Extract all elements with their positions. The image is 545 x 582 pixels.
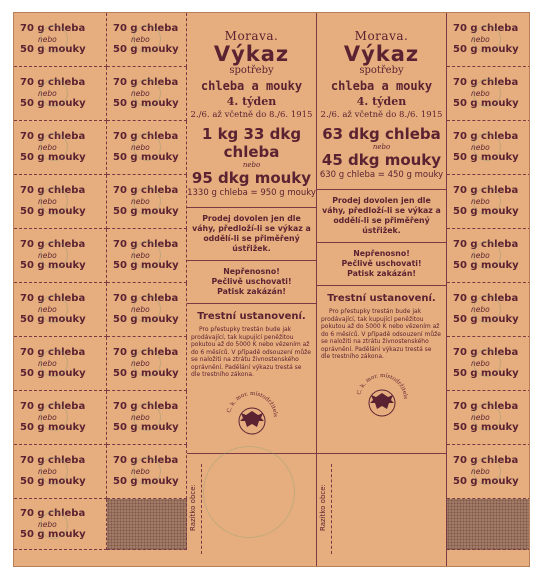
watermark-icon [40, 79, 68, 107]
coupon-column-left-outer [14, 13, 107, 567]
penal-text: Pro přestupky trestán bude jak prodávající, tak kupující peněžitou pokutou až do 5000 K nebo vězením až do 6 měsíců. V případě odsouzení může se naložiti na ztrátu živnostenského oprávnění. Padělání výkazu trestá se dle trestního zákona. [321, 308, 441, 360]
blank-coupon [447, 499, 530, 550]
ration-coupon [14, 391, 107, 445]
warning-keep: Pečlivě uschovati! [341, 259, 422, 268]
coupon-bread: 70 g chleba [113, 77, 179, 88]
sale-note: Prodej dovolen jen dle váhy, předloží-li se výkaz a oddělí-li se přiměřený ústřižek. [192, 214, 311, 253]
coupon-flour: 50 g mouky [20, 314, 86, 325]
or-label: nebo [372, 143, 391, 151]
svg-text:C. k. mor. místodržitelství [352, 365, 408, 399]
coupon-or: nebo [131, 413, 150, 422]
coupon-bread: 70 g chleba [20, 401, 86, 412]
watermark-icon [40, 241, 68, 269]
coupon-bread: 70 g chleba [453, 23, 519, 34]
coupon-or: nebo [131, 359, 150, 368]
coupon-flour: 50 g mouky [113, 152, 179, 163]
penal-title: Trestní ustanovení. [197, 311, 306, 322]
coupon-bread: 70 g chleba [113, 239, 179, 250]
coupon-bread: 70 g chleba [20, 77, 86, 88]
watermark-icon [40, 187, 68, 215]
ration-coupon [107, 337, 187, 391]
coupon-bread: 70 g chleba [113, 131, 179, 142]
subtitle-consumption: spotřeby [359, 65, 404, 76]
bread-quantity: 1 kg 33 dkg chleba [201, 125, 302, 161]
ration-coupon [107, 175, 187, 229]
watermark-icon [133, 25, 161, 53]
ration-coupon [447, 121, 530, 175]
coupon-flour: 50 g mouky [20, 98, 86, 109]
coupon-or: nebo [38, 35, 57, 44]
coupon-flour: 50 g mouky [453, 98, 519, 109]
week-label: 4. týden [356, 95, 407, 108]
watermark-icon [473, 241, 501, 269]
ration-coupon [447, 391, 530, 445]
watermark-icon [473, 349, 501, 377]
ration-coupon [14, 445, 107, 499]
coupon-flour: 50 g mouky [20, 44, 86, 55]
watermark-icon [40, 403, 68, 431]
coupon-flour: 50 g mouky [20, 422, 86, 433]
coupon-or: nebo [471, 251, 490, 260]
coupon-bread: 70 g chleba [20, 507, 86, 519]
coupon-or: nebo [38, 197, 57, 206]
coupon-bread: 70 g chleba [453, 239, 519, 250]
coupon-flour: 50 g mouky [20, 152, 86, 163]
coupon-or: nebo [38, 251, 57, 260]
date-range: 2./6. až včetně do 8./6. 1915 [190, 110, 313, 120]
coupon-or: nebo [471, 143, 490, 152]
watermark-icon [473, 457, 501, 485]
watermark-icon [40, 25, 68, 53]
watermark-icon [40, 349, 68, 377]
coupon-or: nebo [38, 413, 57, 422]
or-label: nebo [242, 161, 261, 169]
coupon-bread: 70 g chleba [113, 185, 179, 196]
signature-label: Razítko obce: [319, 484, 327, 532]
coupon-flour: 50 g mouky [453, 422, 519, 433]
ration-coupon [107, 67, 187, 121]
penal-text: Pro přestupky trestán bude jak prodávající, tak kupující peněžitou pokutou až do 5000 K nebo vězením až do 6 měsíců. V případě odsouzení může se naložiti na ztrátu živnostenského oprávnění. Padělání výkazu trestá se dle trestního zákona. [191, 326, 311, 378]
coupon-or: nebo [38, 143, 57, 152]
coupon-or: nebo [131, 35, 150, 44]
coupon-bread: 70 g chleba [453, 185, 519, 196]
coupon-or: nebo [38, 89, 57, 98]
penal-title: Trestní ustanovení. [327, 293, 436, 304]
coupon-bread: 70 g chleba [113, 401, 179, 412]
week-label: 4. týden [226, 95, 277, 108]
coupon-or: nebo [471, 413, 490, 422]
coupon-flour: 50 g mouky [453, 314, 519, 325]
ration-coupon [14, 121, 107, 175]
coupon-flour: 50 g mouky [453, 152, 519, 163]
watermark-icon [40, 133, 68, 161]
ration-coupon [447, 229, 530, 283]
coupon-flour: 50 g mouky [113, 206, 179, 217]
coupon-flour: 50 g mouky [113, 98, 179, 109]
watermark-icon [133, 241, 161, 269]
coupon-bread: 70 g chleba [20, 455, 86, 466]
coupon-bread: 70 g chleba [113, 347, 179, 358]
ration-coupon [447, 67, 530, 121]
coupon-flour: 50 g mouky [453, 44, 519, 55]
ration-coupon [447, 445, 530, 499]
coupon-flour: 50 g mouky [20, 476, 86, 487]
watermark-icon [473, 133, 501, 161]
ration-sheet [13, 12, 530, 567]
eagle-seal-icon [352, 365, 412, 425]
coupon-flour: 50 g mouky [113, 476, 179, 487]
region-label: Morava. [224, 29, 279, 43]
coupon-flour: 50 g mouky [113, 260, 179, 271]
coupon-bread: 70 g chleba [20, 131, 86, 142]
coupon-bread: 70 g chleba [20, 347, 86, 358]
subtitle-bread-flour: chleba a mouky [330, 79, 433, 93]
coupon-flour: 50 g mouky [113, 368, 179, 379]
watermark-icon [473, 25, 501, 53]
watermark-icon [133, 295, 161, 323]
coupon-flour: 50 g mouky [20, 528, 86, 540]
bread-quantity: 63 dkg chleba [322, 125, 441, 143]
coupon-flour: 50 g mouky [113, 422, 179, 433]
date-range: 2./6. až včetně do 8./6. 1915 [320, 110, 443, 120]
seal-text: C. k. mor. místodržitels [355, 372, 408, 399]
warning-keep: Pečlivě uschovati! [211, 277, 292, 286]
coupon-flour: 50 g mouky [113, 44, 179, 55]
report-title: Výkaz [343, 42, 420, 66]
warning-no-reprint: Patisk zakázán! [217, 287, 286, 296]
coupon-column-left-inner [107, 13, 187, 567]
ration-coupon [107, 13, 187, 67]
warning-nontransferable: Nepřenosno! [223, 267, 280, 276]
ration-coupon [107, 229, 187, 283]
watermark-icon [473, 295, 501, 323]
coupon-bread: 70 g chleba [20, 23, 86, 34]
report-panel-right [317, 13, 447, 567]
ration-coupon [447, 13, 530, 67]
ration-coupon [14, 67, 107, 121]
coupon-bread: 70 g chleba [20, 185, 86, 196]
coupon-or: nebo [131, 251, 150, 260]
ration-coupon [447, 337, 530, 391]
coupon-flour: 50 g mouky [113, 314, 179, 325]
coupon-or: nebo [131, 305, 150, 314]
coupon-bread: 70 g chleba [113, 293, 179, 304]
ration-coupon [14, 337, 107, 391]
watermark-icon [133, 403, 161, 431]
watermark-icon [40, 457, 68, 485]
coupon-or: nebo [131, 197, 150, 206]
coupon-column-right [447, 13, 530, 567]
eagle-seal-icon [222, 383, 282, 443]
coupon-flour: 50 g mouky [453, 206, 519, 217]
ration-coupon [447, 283, 530, 337]
ration-coupon [107, 391, 187, 445]
coupon-or: nebo [38, 519, 57, 529]
ration-coupon [447, 175, 530, 229]
coupon-or: nebo [471, 197, 490, 206]
blank-coupon [107, 499, 187, 550]
watermark-icon [40, 295, 68, 323]
coupon-or: nebo [131, 467, 150, 476]
ration-coupon [14, 13, 107, 67]
warning-nontransferable: Nepřenosno! [353, 249, 410, 258]
watermark-icon [133, 133, 161, 161]
coupon-flour: 50 g mouky [20, 260, 86, 271]
subtitle-consumption: spotřeby [229, 65, 274, 76]
watermark-icon [133, 457, 161, 485]
sale-note: Prodej dovolen jen dle váhy, předloží-li se výkaz a oddělí-li se přiměřený ústřižek. [322, 196, 441, 235]
coupon-flour: 50 g mouky [453, 476, 519, 487]
divider [317, 453, 446, 454]
equivalence: 1330 g chleba = 950 g mouky [187, 188, 316, 198]
ration-coupon [14, 229, 107, 283]
coupon-bread: 70 g chleba [453, 347, 519, 358]
report-title: Výkaz [213, 42, 290, 66]
subtitle-bread-flour: chleba a mouky [200, 79, 303, 93]
coupon-or: nebo [471, 305, 490, 314]
watermark-icon [133, 349, 161, 377]
flour-quantity: 45 dkg mouky [321, 151, 442, 169]
coupon-flour: 50 g mouky [453, 260, 519, 271]
watermark-icon [473, 187, 501, 215]
ration-coupon [107, 121, 187, 175]
coupon-or: nebo [38, 305, 57, 314]
flour-quantity: 95 dkg mouky [191, 169, 312, 187]
report-panel-left [187, 13, 317, 567]
coupon-or: nebo [471, 89, 490, 98]
coupon-or: nebo [38, 359, 57, 368]
coupon-bread: 70 g chleba [113, 23, 179, 34]
svg-text:C. k. mor. místodržitelství [222, 383, 278, 417]
ration-coupon [14, 175, 107, 229]
equivalence: 630 g chleba = 450 g mouky [319, 170, 444, 180]
coupon-bread: 70 g chleba [20, 293, 86, 304]
coupon-or: nebo [471, 359, 490, 368]
coupon-or: nebo [38, 467, 57, 476]
watermark-icon [473, 79, 501, 107]
coupon-bread: 70 g chleba [453, 293, 519, 304]
coupon-or: nebo [471, 467, 490, 476]
region-label: Morava. [354, 29, 409, 43]
ration-coupon [14, 283, 107, 337]
coupon-flour: 50 g mouky [453, 368, 519, 379]
watermark-icon [473, 403, 501, 431]
ration-coupon [107, 283, 187, 337]
coupon-bread: 70 g chleba [113, 455, 179, 466]
faded-stamp-icon [203, 446, 295, 538]
coupon-bread: 70 g chleba [453, 401, 519, 412]
coupon-bread: 70 g chleba [453, 131, 519, 142]
seal-text: C. k. mor. místodržitels [225, 390, 278, 417]
coupon-bread: 70 g chleba [453, 455, 519, 466]
ration-coupon [107, 445, 187, 499]
coupon-or: nebo [131, 89, 150, 98]
coupon-flour: 50 g mouky [20, 206, 86, 217]
coupon-or: nebo [131, 143, 150, 152]
coupon-or: nebo [471, 35, 490, 44]
coupon-flour: 50 g mouky [20, 368, 86, 379]
watermark-icon [133, 187, 161, 215]
ration-coupon [14, 499, 107, 550]
coupon-bread: 70 g chleba [453, 77, 519, 88]
warning-no-reprint: Patisk zakázán! [347, 269, 416, 278]
coupon-bread: 70 g chleba [20, 239, 86, 250]
watermark-icon [40, 511, 68, 539]
watermark-icon [133, 79, 161, 107]
signature-label: Razítko obce: [189, 484, 197, 532]
